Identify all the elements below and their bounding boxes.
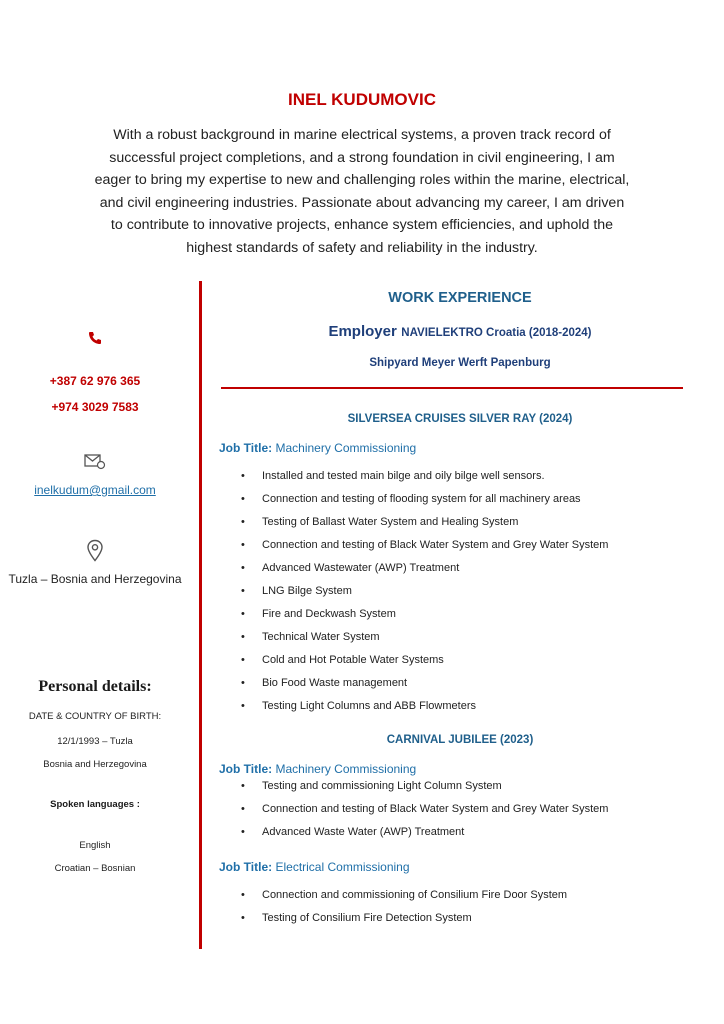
list-item: • Fire and Deckwash System bbox=[241, 608, 608, 631]
list-item: • Advanced Wastewater (AWP) Treatment bbox=[241, 562, 608, 585]
dob-value: 12/1/1993 – Tuzla bbox=[57, 736, 133, 747]
project-title: CARNIVAL JUBILEE (2023) bbox=[386, 734, 534, 746]
list-item: • Connection and testing of Black Water System and Grey Water System bbox=[241, 803, 608, 826]
languages-label: Spoken languages : bbox=[50, 799, 140, 810]
list-item: • Testing Light Columns and ABB Flowmeters bbox=[241, 700, 608, 723]
list-item: • Cold and Hot Potable Water Systems bbox=[241, 654, 608, 677]
list-item: • Testing of Consilium Fire Detection System bbox=[241, 912, 567, 935]
list-item: • Testing of Ballast Water System and Healing System bbox=[241, 516, 608, 539]
job-title-line bbox=[219, 762, 416, 776]
column-divider bbox=[199, 281, 202, 949]
shipyard-line: Shipyard Meyer Werft Papenburg bbox=[369, 357, 551, 369]
list-item: • Advanced Waste Water (AWP) Treatment bbox=[241, 826, 608, 849]
candidate-name: INEL KUDUMOVIC bbox=[288, 90, 436, 109]
job-title-line bbox=[219, 860, 410, 874]
project-title: SILVERSEA CRUISES SILVER RAY (2024) bbox=[347, 413, 573, 425]
profile-summary: With a robust background in marine electrical systems, a proven track record of successful project completions, and a strong foundation in civil engineering, I am eager to bring my expertise to new and challenging roles within the marine, electrical, and civil engineering industries. Passionate about advancing my career, I am driven to contribute to innovative projects, enhance system efficiencies, and uphold the highest standards of safety and reliability in the industry. bbox=[94, 127, 630, 256]
list-item: • Testing and commissioning Light Column System bbox=[241, 780, 608, 803]
dob-country: Bosnia and Herzegovina bbox=[43, 759, 147, 770]
list-item: • Technical Water System bbox=[241, 631, 608, 654]
email-icon bbox=[0, 452, 190, 470]
language-item: English bbox=[79, 840, 111, 851]
job-title-value: Machinery Commissioning bbox=[275, 762, 417, 776]
list-item: • Connection and testing of Black Water System and Grey Water System bbox=[241, 539, 608, 562]
list-item: • Connection and testing of flooding system for all machinery areas bbox=[241, 493, 608, 516]
job-title-value: Machinery Commissioning bbox=[275, 441, 417, 455]
duty-list bbox=[241, 780, 608, 849]
job-title-label: Job Title: bbox=[219, 860, 273, 874]
language-item: Croatian – Bosnian bbox=[54, 863, 136, 874]
job-title-label: Job Title: bbox=[219, 441, 273, 455]
job-title-label: Job Title: bbox=[219, 762, 273, 776]
duty-list bbox=[241, 470, 608, 723]
employer-label: Employer bbox=[328, 323, 397, 340]
phone-icon bbox=[0, 330, 190, 346]
phone-number-2: +974 3029 7583 bbox=[51, 400, 139, 414]
email-link[interactable]: inelkudum@gmail.com bbox=[34, 483, 156, 497]
list-item: • LNG Bilge System bbox=[241, 585, 608, 608]
duty-list bbox=[241, 889, 567, 935]
list-item: • Installed and tested main bilge and oily bilge well sensors. bbox=[241, 470, 608, 493]
phone-number-1: +387 62 976 365 bbox=[49, 374, 141, 388]
list-item: • Bio Food Waste management bbox=[241, 677, 608, 700]
job-title-line bbox=[219, 441, 416, 455]
job-title-value: Electrical Commissioning bbox=[275, 860, 410, 874]
personal-details-title: Personal details: bbox=[38, 678, 152, 695]
list-item: • Connection and commissioning of Consilium Fire Door System bbox=[241, 889, 567, 912]
employer-line bbox=[221, 323, 699, 341]
location-pin-icon bbox=[0, 539, 190, 563]
location-text: Tuzla – Bosnia and Herzegovina bbox=[8, 572, 182, 586]
employer-divider bbox=[221, 387, 683, 389]
employer-value: NAVIELEKTRO Croatia (2018-2024) bbox=[401, 327, 592, 339]
work-experience-title: WORK EXPERIENCE bbox=[388, 290, 532, 306]
dob-label: DATE & COUNTRY OF BIRTH: bbox=[28, 711, 162, 722]
